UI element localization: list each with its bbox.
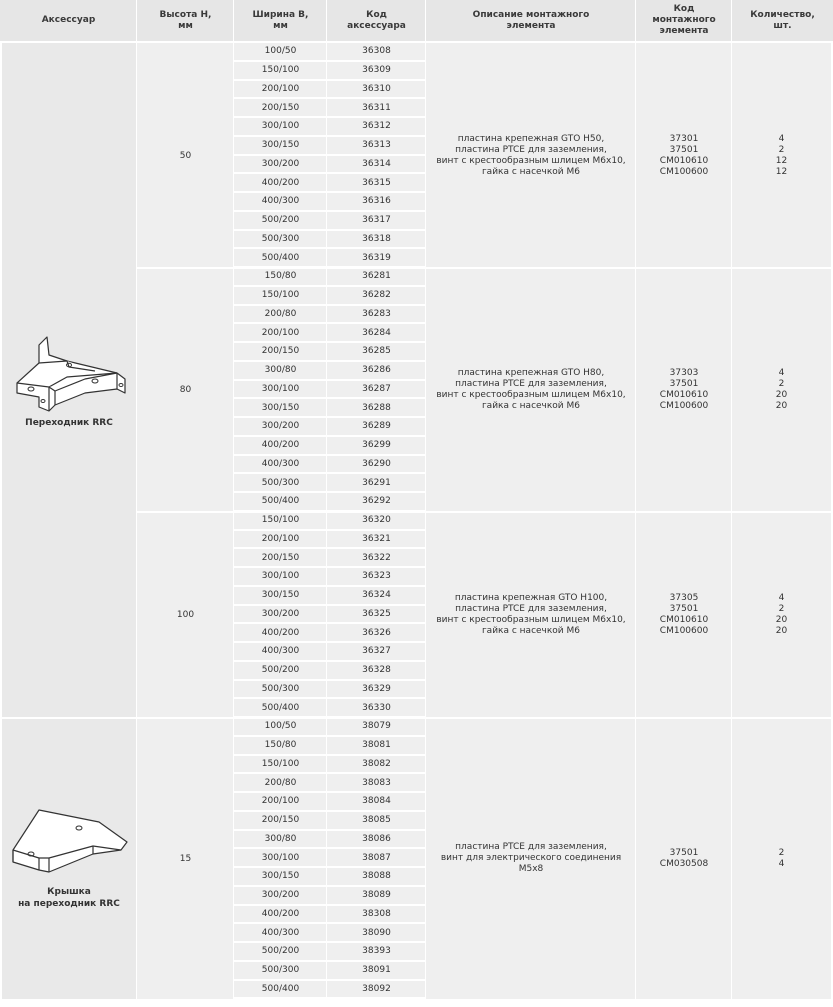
header-accessory: Аксессуар	[41, 15, 96, 25]
accessory-code-value: 36288	[362, 402, 391, 413]
width-value: 500/300	[261, 233, 300, 244]
accessory-code-value: 36329	[362, 683, 391, 694]
header-width: Ширина B, мм	[252, 9, 309, 31]
width-value: 150/100	[261, 65, 300, 76]
width-value: 300/150	[261, 140, 300, 151]
accessory-code-value: 36291	[362, 477, 391, 488]
width-value: 500/300	[261, 477, 300, 488]
width-value: 150/80	[264, 740, 297, 751]
element-codes-text: 37301 37501 CM010610 CM100600	[659, 133, 709, 177]
accessory-code-value: 36286	[362, 365, 391, 376]
accessory-code-value: 36283	[362, 308, 391, 319]
description-text: пластина крепежная GTO H100, пластина PTCE для заземления, винт с крестообразным шлицем M6x10, гайка с насечкой M6	[436, 592, 626, 636]
width-value: 300/200	[261, 158, 300, 169]
header-height: Высота H, мм	[159, 9, 212, 31]
column-divider	[731, 0, 732, 999]
width-value: 500/200	[261, 946, 300, 957]
accessory-code-value: 36282	[362, 290, 391, 301]
accessory-code-value: 38086	[362, 833, 391, 844]
accessory-code-value: 38079	[362, 721, 391, 732]
accessory-code-value: 36322	[362, 552, 391, 563]
accessory-code-value: 36287	[362, 383, 391, 394]
width-value: 200/150	[261, 102, 300, 113]
width-value: 500/200	[261, 665, 300, 676]
accessory-code-value: 36309	[362, 65, 391, 76]
accessory-code-value: 36316	[362, 196, 391, 207]
width-value: 300/100	[261, 852, 300, 863]
width-value: 300/80	[264, 833, 297, 844]
column-divider	[635, 0, 636, 999]
group-separator	[137, 267, 831, 269]
accessory-code-value: 36326	[362, 627, 391, 638]
accessory-separator	[2, 717, 136, 719]
accessory-code-value: 36292	[362, 496, 391, 507]
accessory-code-value: 36317	[362, 215, 391, 226]
accessory-code-value: 38082	[362, 758, 391, 769]
accessory-code-value: 38081	[362, 740, 391, 751]
accessory-code-value: 36324	[362, 590, 391, 601]
accessory-reducer	[2, 318, 136, 438]
accessory-code-value: 36281	[362, 271, 391, 282]
quantities-text: 4 2 20 20	[775, 367, 788, 411]
width-value: 200/100	[261, 83, 300, 94]
width-value: 500/400	[261, 983, 300, 994]
accessory-name-line: на переходник RRC	[18, 899, 120, 909]
accessory-code-value: 38083	[362, 777, 391, 788]
accessory-name-reducer	[25, 417, 113, 429]
element-codes-text: 37501 CM030508	[659, 847, 709, 869]
accessory-code-value: 38084	[362, 796, 391, 807]
width-value: 150/100	[261, 758, 300, 769]
width-value: 200/150	[261, 815, 300, 826]
table-header	[0, 0, 833, 43]
width-value: 200/100	[261, 533, 300, 544]
width-value: 300/100	[261, 383, 300, 394]
accessory-code-value: 36312	[362, 121, 391, 132]
element-codes-text: 37305 37501 CM010610 CM100600	[659, 592, 709, 636]
accessory-code-value: 36318	[362, 233, 391, 244]
accessory-code-value: 36299	[362, 440, 391, 451]
column-divider	[233, 0, 234, 999]
group-separator	[137, 717, 831, 719]
group-separator	[137, 511, 831, 513]
width-value: 200/80	[264, 308, 297, 319]
accessory-code-value: 36290	[362, 458, 391, 469]
description-text: пластина PTCE для заземления, винт для электрического соединения M5x8	[440, 842, 622, 875]
quantities-text: 4 2 12 12	[775, 133, 788, 177]
width-value: 500/300	[261, 683, 300, 694]
column-divider	[425, 0, 426, 999]
width-value: 500/400	[261, 252, 300, 263]
width-value: 400/200	[261, 908, 300, 919]
width-value: 150/100	[261, 515, 300, 526]
quantities-text: 2 4	[778, 847, 785, 869]
element-codes-text: 37303 37501 CM010610 CM100600	[659, 367, 709, 411]
accessory-code-value: 38308	[362, 908, 391, 919]
width-value: 300/200	[261, 608, 300, 619]
width-value: 200/150	[261, 552, 300, 563]
accessory-code-value: 36310	[362, 83, 391, 94]
header-accessory-code: Код аксессуара	[347, 9, 406, 31]
header-element-code: Код монтажного элемента	[652, 4, 716, 36]
accessory-code-value: 36308	[362, 46, 391, 57]
width-value: 400/300	[261, 646, 300, 657]
width-value: 300/150	[261, 871, 300, 882]
accessory-code-value: 36325	[362, 608, 391, 619]
accessory-code-value: 36284	[362, 327, 391, 338]
width-value: 400/300	[261, 196, 300, 207]
width-value: 200/80	[264, 777, 297, 788]
width-value: 400/200	[261, 627, 300, 638]
accessory-code-value: 38088	[362, 871, 391, 882]
width-value: 300/100	[261, 571, 300, 582]
accessory-code-value: 38087	[362, 852, 391, 863]
accessory-code-value: 38089	[362, 890, 391, 901]
accessory-code-value: 36313	[362, 140, 391, 151]
width-value: 150/100	[261, 290, 300, 301]
accessory-code-value: 36328	[362, 665, 391, 676]
width-value: 200/100	[261, 796, 300, 807]
accessory-code-value: 36285	[362, 346, 391, 357]
width-value: 300/200	[261, 421, 300, 432]
width-value: 300/200	[261, 890, 300, 901]
accessory-code-value: 36321	[362, 533, 391, 544]
description-text: пластина крепежная GTO H80, пластина PTCE для заземления, винт с крестообразным шлицем M6x10, гайка с насечкой M6	[436, 367, 626, 411]
width-value: 100/50	[264, 46, 297, 57]
width-value: 200/100	[261, 327, 300, 338]
accessory-code-value: 36327	[362, 646, 391, 657]
accessory-code-value: 36330	[362, 702, 391, 713]
width-value: 500/300	[261, 965, 300, 976]
height-value: 15	[179, 853, 192, 864]
width-value: 100/50	[264, 721, 297, 732]
accessory-code-value: 38091	[362, 965, 391, 976]
accessory-code-value: 36323	[362, 571, 391, 582]
accessory-code-value: 36320	[362, 515, 391, 526]
width-value: 200/150	[261, 346, 300, 357]
accessory-code-value: 36311	[362, 102, 391, 113]
accessory-code-value: 38090	[362, 927, 391, 938]
height-value: 100	[176, 609, 195, 620]
accessory-code-value: 38092	[362, 983, 391, 994]
width-value: 300/150	[261, 402, 300, 413]
quantities-text: 4 2 20 20	[775, 592, 788, 636]
accessory-code-value: 36314	[362, 158, 391, 169]
reducer-drawing	[9, 327, 129, 417]
width-value: 500/400	[261, 702, 300, 713]
width-value: 400/200	[261, 440, 300, 451]
cover-drawing	[9, 806, 129, 886]
accessory-name-cover	[18, 886, 120, 910]
accessory-code-value: 38393	[362, 946, 391, 957]
height-value: 80	[179, 384, 192, 395]
width-value: 500/400	[261, 496, 300, 507]
accessory-name-line: Переходник RRC	[25, 418, 113, 428]
width-value: 500/200	[261, 215, 300, 226]
description-text: пластина крепежная GTO H50, пластина PTCE для заземления, винт с крестообразным шлицем M6x10, гайка с насечкой M6	[436, 133, 626, 177]
width-value: 300/150	[261, 590, 300, 601]
accessory-code-value: 36315	[362, 177, 391, 188]
header-description: Описание монтажного элемента	[472, 9, 590, 31]
width-value: 400/300	[261, 927, 300, 938]
width-value: 400/200	[261, 177, 300, 188]
width-value: 150/80	[264, 271, 297, 282]
width-value: 300/80	[264, 365, 297, 376]
column-divider	[136, 0, 137, 999]
header-quantity: Количество, шт.	[750, 9, 815, 31]
height-value: 50	[179, 150, 192, 161]
column-divider	[326, 0, 327, 999]
accessory-code-value: 36289	[362, 421, 391, 432]
width-value: 400/300	[261, 458, 300, 469]
accessory-code-value: 36319	[362, 252, 391, 263]
width-value: 300/100	[261, 121, 300, 132]
accessory-cover	[2, 798, 136, 918]
accessory-code-value: 38085	[362, 815, 391, 826]
accessory-name-line: Крышка	[47, 887, 91, 897]
